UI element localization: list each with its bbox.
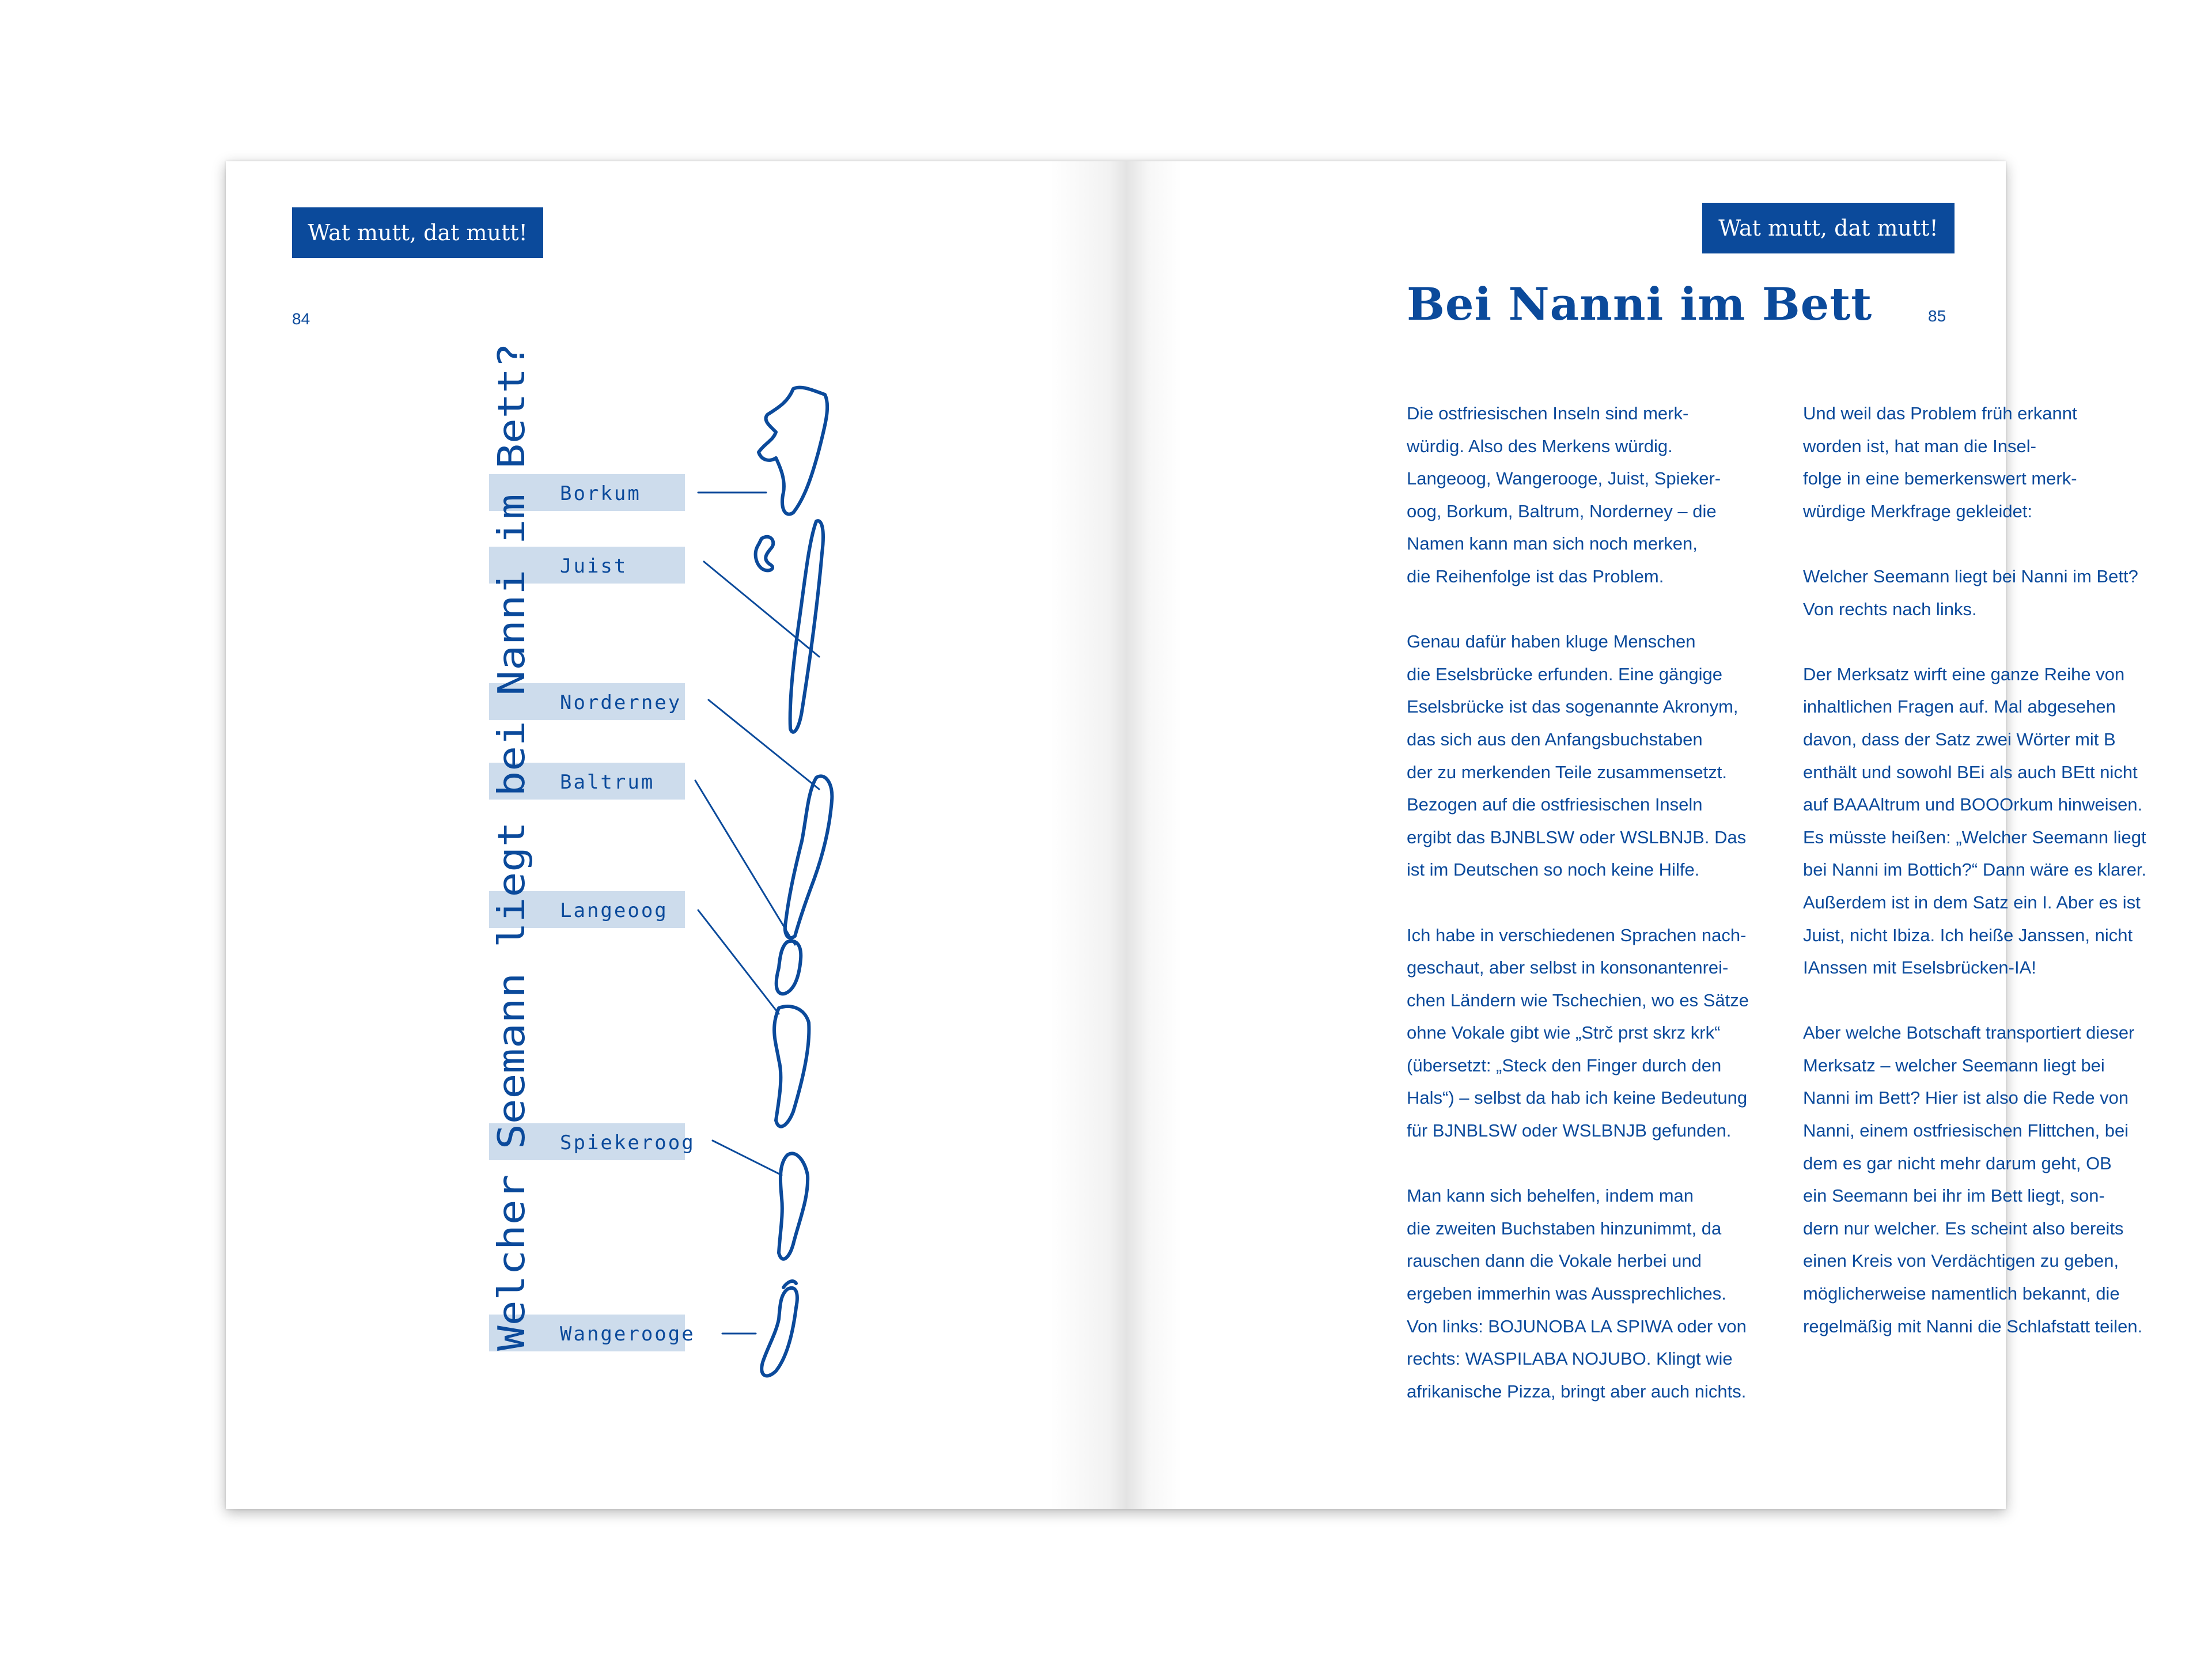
island-label-juist: Juist [560, 555, 628, 578]
paragraph: Und weil das Problem früh erkannt worden ist, hat man die Insel- folge in eine bemerkenswert merk- würdige Merkfrage gekleidet: [1803, 403, 2077, 521]
right-page [1116, 161, 2147, 1509]
paragraph: Der Merksatz wirft eine ganze Reihe von inhaltlichen Fragen auf. Mal abgesehen davon, dass der Satz zwei Wörter mit B enthält und sowohl BEi als auch BEtt nicht auf BAAAltrum und BOOOrkum hinweisen. Es müsste heißen: „Welcher Seemann liegt bei Nanni im Bottich?“ Dann wäre es klarer. Außerdem ist in dem Satz ein I. Aber es ist Juist, nicht Ibiza. Ich heiße Janssen, nicht IAnssen mit Eselsbrücken-IA! [1803, 664, 2147, 978]
island-label-spiekeroog: Spiekeroog [560, 1131, 695, 1154]
page-number-right: 85 [1928, 307, 1946, 325]
paragraph: Ich habe in verschiedenen Sprachen nach- geschaut, aber selbst in konsonantenrei- chen Ländern wie Tschechien, wo es Sätze ohne Vokale gibt wie „Strč prst skrz krk“ (übersetzt: „Steck den Finger durch den Hals“) – selbst da hab ich keine Bedeutung für BJNBLSW oder WSLBNJB gefunden. [1407, 925, 1749, 1141]
island-label-norderney: Norderney [560, 691, 682, 714]
paragraph: Aber welche Botschaft transportiert dieser Merksatz – welcher Seemann liegt bei Nanni im Bett? Hier ist also die Rede von Nanni, einem ostfriesischen Flittchen, bei dem es gar nicht mehr darum geht, OB ein Seemann bei ihr im Bett liegt, son- dern nur welcher. Es scheint also bereits einen Kreis von Verdächtigen zu geben, möglicherweise namentlich bekannt, die regelmäßig mit Nanni die Schlafstatt teilen. [1803, 1022, 2143, 1336]
connector-spiekeroog [713, 1141, 782, 1175]
connector-baltrum [695, 781, 795, 945]
island-baltrum [777, 941, 801, 994]
paragraph: Die ostfriesischen Inseln sind merk- würdig. Also des Merkens würdig. Langeoog, Wangerooge, Juist, Spieker- oog, Borkum, Baltrum, Norderney – die Namen kann man sich noch merken, die Reihenfolge ist das Problem. [1407, 403, 1721, 586]
paragraph: Genau dafür haben kluge Menschen die Eselsbrücke erfunden. Eine gängige Eselsbrücke ist das sogenannte Akronym, das sich aus den Anfangsbuchstaben der zu merkenden Teile zusammensetzt. Bezogen auf die ostfriesischen Inseln ergibt das BJNBLSW oder WSLBNJB. Das ist im Deutschen so noch keine Hilfe. [1407, 631, 1747, 880]
page-number-left: 84 [292, 310, 310, 328]
island-wangerooge [762, 1288, 797, 1376]
island-juist-west [756, 537, 774, 571]
left-page [226, 161, 1116, 1509]
text-column-1 [1407, 397, 1781, 1441]
island-label-langeoog: Langeoog [560, 899, 668, 922]
text-column-2 [1803, 397, 2177, 1376]
page-title: Bei Nanni im Bett [1407, 278, 1873, 331]
island-label-wangerooge: Wangerooge [560, 1323, 695, 1346]
island-norderney [785, 776, 832, 938]
island-label-baltrum: Baltrum [560, 771, 655, 794]
island-juist [790, 521, 823, 732]
connector-langeoog [698, 910, 779, 1014]
vertical-title: Welcher Seemann liegt bei Nanni im Bett? [491, 463, 533, 1351]
island-illustration [226, 161, 1116, 1509]
island-spiekeroog [779, 1153, 808, 1259]
island-langeoog [774, 1006, 809, 1127]
book-spread [226, 161, 2147, 1509]
island-borkum [759, 388, 827, 514]
paragraph: Man kann sich behelfen, indem man die zweiten Buchstaben hinzunimmt, da rauschen dann die Vokale herbei und ergeben immerhin was Aussprechliches. Von links: BOJUNOBA LA SPIWA oder von rechts: WASPILABA NOJUBO. Klingt wie afrikanische Pizza, bringt aber auch nichts. [1407, 1185, 1747, 1402]
island-label-borkum: Borkum [560, 482, 641, 505]
section-tag: Wat mutt, dat mutt! [1702, 203, 1955, 253]
paragraph: Welcher Seemann liegt bei Nanni im Bett? Von rechts nach links. [1803, 566, 2138, 619]
section-tag: Wat mutt, dat mutt! [292, 207, 543, 258]
